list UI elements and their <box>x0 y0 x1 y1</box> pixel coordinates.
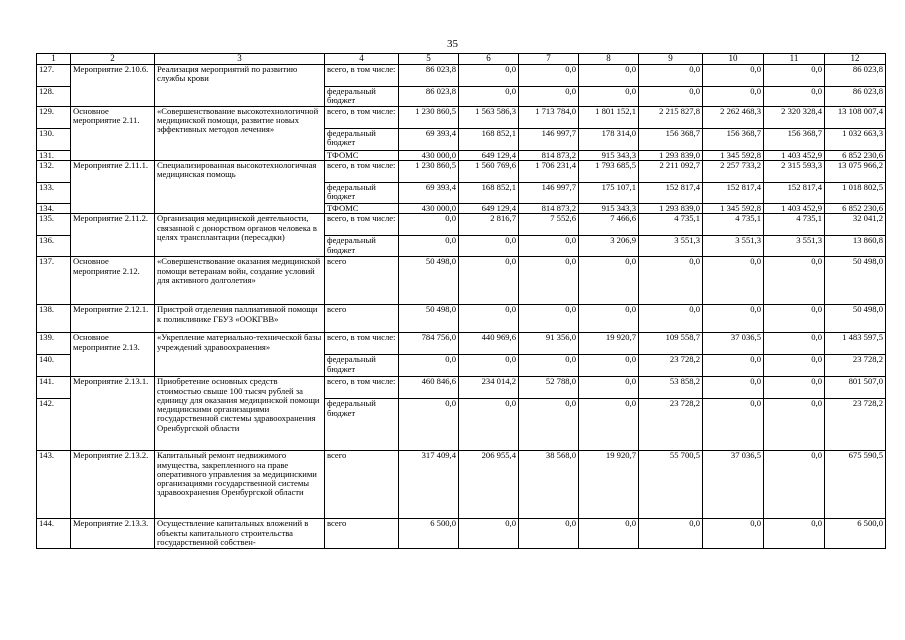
amount-cell: 156 368,7 <box>639 128 703 150</box>
row-number: 133. <box>37 183 71 204</box>
amount-cell: 0,0 <box>459 355 519 377</box>
event-label: Основное мероприятие 2.13. <box>71 333 155 377</box>
row-number: 129. <box>37 106 71 128</box>
row-number: 143. <box>37 451 71 519</box>
amount-cell: 13 108 007,4 <box>825 106 886 128</box>
amount-cell: 19 920,7 <box>579 451 639 519</box>
amount-cell: 0,0 <box>764 519 825 549</box>
amount-cell: 0,0 <box>764 257 825 305</box>
amount-cell: 50 498,0 <box>399 257 459 305</box>
amount-cell: 6 852 230,6 <box>825 204 886 214</box>
amount-cell: 0,0 <box>579 257 639 305</box>
event-name: Капитальный ремонт недвижимого имущества, закрепленного на праве оперативного управления за медицинскими организациями государственной системы здравоохранения Оренбургской области <box>155 451 325 519</box>
amount-cell: 2 315 593,3 <box>764 161 825 183</box>
amount-cell: 86 023,8 <box>825 64 886 86</box>
amount-cell: 168 852,1 <box>459 128 519 150</box>
amount-cell: 19 920,7 <box>579 333 639 355</box>
amount-cell: 1 345 592,8 <box>703 204 764 214</box>
amount-cell: 0,0 <box>639 305 703 333</box>
amount-cell: 0,0 <box>399 355 459 377</box>
amount-cell: 2 816,7 <box>459 214 519 236</box>
amount-cell: 146 997,7 <box>519 128 579 150</box>
table-row <box>37 451 886 519</box>
row-number: 132. <box>37 161 71 183</box>
amount-cell: 0,0 <box>459 236 519 257</box>
amount-cell: 6 500,0 <box>825 519 886 549</box>
amount-cell: 2 262 468,3 <box>703 106 764 128</box>
amount-cell: 7 466,6 <box>579 214 639 236</box>
funding-source: всего, в том числе: <box>325 161 399 183</box>
funding-source: федеральный бюджет <box>325 128 399 150</box>
header-cell: 7 <box>519 54 579 65</box>
amount-cell: 1 793 685,5 <box>579 161 639 183</box>
amount-cell: 0,0 <box>764 333 825 355</box>
amount-cell: 146 997,7 <box>519 183 579 204</box>
amount-cell: 86 023,8 <box>399 64 459 86</box>
amount-cell: 152 817,4 <box>639 183 703 204</box>
amount-cell: 0,0 <box>703 377 764 399</box>
amount-cell: 38 568,0 <box>519 451 579 519</box>
amount-cell: 0,0 <box>703 257 764 305</box>
funding-source: всего <box>325 257 399 305</box>
amount-cell: 0,0 <box>459 399 519 451</box>
funding-source: всего, в том числе: <box>325 377 399 399</box>
event-name: Осуществление капитальных вложений в объекты капитального строительства государственной собствен- <box>155 519 325 549</box>
amount-cell: 814 873,2 <box>519 150 579 160</box>
amount-cell: 814 873,2 <box>519 204 579 214</box>
funding-source: всего <box>325 451 399 519</box>
amount-cell: 206 955,4 <box>459 451 519 519</box>
amount-cell: 175 107,1 <box>579 183 639 204</box>
event-label: Мероприятие 2.11.1. <box>71 161 155 214</box>
table-row <box>37 305 886 333</box>
amount-cell: 0,0 <box>519 64 579 86</box>
amount-cell: 675 590,5 <box>825 451 886 519</box>
amount-cell: 317 409,4 <box>399 451 459 519</box>
amount-cell: 915 343,3 <box>579 150 639 160</box>
amount-cell: 0,0 <box>519 519 579 549</box>
amount-cell: 156 368,7 <box>703 128 764 150</box>
funding-source: федеральный бюджет <box>325 236 399 257</box>
amount-cell: 50 498,0 <box>399 305 459 333</box>
row-number: 142. <box>37 399 71 451</box>
amount-cell: 4 735,1 <box>703 214 764 236</box>
amount-cell: 0,0 <box>579 519 639 549</box>
amount-cell: 168 852,1 <box>459 183 519 204</box>
amount-cell: 7 552,6 <box>519 214 579 236</box>
header-cell: 10 <box>703 54 764 65</box>
amount-cell: 37 036,5 <box>703 333 764 355</box>
amount-cell: 0,0 <box>703 519 764 549</box>
amount-cell: 37 036,5 <box>703 451 764 519</box>
amount-cell: 0,0 <box>764 451 825 519</box>
header-row <box>37 54 886 65</box>
event-name: Приобретение основных средств стоимостью свыше 100 тысяч рублей за единицу для оказания медицинской помощи медицинскими организациями государственной системы здравоохранения Оренбургской области <box>155 377 325 451</box>
amount-cell: 2 211 092,7 <box>639 161 703 183</box>
amount-cell: 0,0 <box>399 236 459 257</box>
amount-cell: 4 735,1 <box>639 214 703 236</box>
header-cell: 2 <box>71 54 155 65</box>
amount-cell: 152 817,4 <box>764 183 825 204</box>
amount-cell: 0,0 <box>764 64 825 86</box>
event-label: Мероприятие 2.13.3. <box>71 519 155 549</box>
header-cell: 1 <box>37 54 71 65</box>
amount-cell: 1 403 452,9 <box>764 204 825 214</box>
amount-cell: 0,0 <box>703 64 764 86</box>
amount-cell: 1 230 860,5 <box>399 106 459 128</box>
amount-cell: 440 969,6 <box>459 333 519 355</box>
funding-source: всего <box>325 305 399 333</box>
amount-cell: 801 507,0 <box>825 377 886 399</box>
amount-cell: 1 706 231,4 <box>519 161 579 183</box>
amount-cell: 0,0 <box>519 355 579 377</box>
amount-cell: 32 041,2 <box>825 214 886 236</box>
amount-cell: 1 563 586,3 <box>459 106 519 128</box>
amount-cell: 6 852 230,6 <box>825 150 886 160</box>
amount-cell: 23 728,2 <box>639 399 703 451</box>
row-number: 138. <box>37 305 71 333</box>
header-cell: 8 <box>579 54 639 65</box>
event-name: «Укрепление материально-технической базы учреждений здравоохранения» <box>155 333 325 377</box>
funding-source: федеральный бюджет <box>325 355 399 377</box>
amount-cell: 50 498,0 <box>825 257 886 305</box>
amount-cell: 86 023,8 <box>399 86 459 106</box>
event-label: Мероприятие 2.11.2. <box>71 214 155 257</box>
amount-cell: 1 345 592,8 <box>703 150 764 160</box>
amount-cell: 0,0 <box>639 86 703 106</box>
amount-cell: 0,0 <box>703 305 764 333</box>
event-label: Мероприятие 2.10.6. <box>71 64 155 106</box>
row-number: 130. <box>37 128 71 150</box>
amount-cell: 91 356,0 <box>519 333 579 355</box>
event-label: Мероприятие 2.13.2. <box>71 451 155 519</box>
header-cell: 12 <box>825 54 886 65</box>
amount-cell: 0,0 <box>764 355 825 377</box>
row-number: 137. <box>37 257 71 305</box>
amount-cell: 23 728,2 <box>825 355 886 377</box>
amount-cell: 649 129,4 <box>459 204 519 214</box>
amount-cell: 50 498,0 <box>825 305 886 333</box>
amount-cell: 0,0 <box>519 399 579 451</box>
amount-cell: 2 257 733,2 <box>703 161 764 183</box>
amount-cell: 0,0 <box>399 214 459 236</box>
table-row <box>37 214 886 236</box>
amount-cell: 0,0 <box>639 257 703 305</box>
amount-cell: 0,0 <box>459 64 519 86</box>
amount-cell: 3 551,3 <box>703 236 764 257</box>
event-label: Основное мероприятие 2.11. <box>71 106 155 160</box>
amount-cell: 1 230 860,5 <box>399 161 459 183</box>
amount-cell: 0,0 <box>703 86 764 106</box>
event-name: Специализированная высокотехнологичная медицинская помощь <box>155 161 325 214</box>
funding-source: всего, в том числе: <box>325 333 399 355</box>
row-number: 131. <box>37 150 71 160</box>
amount-cell: 86 023,8 <box>825 86 886 106</box>
amount-cell: 0,0 <box>579 377 639 399</box>
table-row <box>37 519 886 549</box>
amount-cell: 0,0 <box>519 86 579 106</box>
amount-cell: 234 014,2 <box>459 377 519 399</box>
amount-cell: 0,0 <box>639 519 703 549</box>
table-row <box>37 64 886 86</box>
amount-cell: 53 858,2 <box>639 377 703 399</box>
row-number: 128. <box>37 86 71 106</box>
amount-cell: 0,0 <box>579 86 639 106</box>
amount-cell: 23 728,2 <box>825 399 886 451</box>
amount-cell: 0,0 <box>703 399 764 451</box>
table-row <box>37 333 886 355</box>
amount-cell: 1 483 597,5 <box>825 333 886 355</box>
amount-cell: 430 000,0 <box>399 150 459 160</box>
amount-cell: 23 728,2 <box>639 355 703 377</box>
funding-source: всего, в том числе: <box>325 106 399 128</box>
amount-cell: 3 206,9 <box>579 236 639 257</box>
amount-cell: 0,0 <box>459 305 519 333</box>
amount-cell: 55 700,5 <box>639 451 703 519</box>
header-cell: 3 <box>155 54 325 65</box>
event-label: Мероприятие 2.13.1. <box>71 377 155 451</box>
funding-source: всего, в том числе: <box>325 64 399 86</box>
page-number: 35 <box>447 38 458 50</box>
funding-source: ТФОМС <box>325 204 399 214</box>
amount-cell: 0,0 <box>519 305 579 333</box>
header-cell: 9 <box>639 54 703 65</box>
amount-cell: 156 368,7 <box>764 128 825 150</box>
event-label: Мероприятие 2.12.1. <box>71 305 155 333</box>
table-row <box>37 161 886 183</box>
row-number: 135. <box>37 214 71 236</box>
header-cell: 6 <box>459 54 519 65</box>
amount-cell: 0,0 <box>764 305 825 333</box>
amount-cell: 178 314,0 <box>579 128 639 150</box>
header-cell: 5 <box>399 54 459 65</box>
amount-cell: 13 860,8 <box>825 236 886 257</box>
amount-cell: 0,0 <box>459 519 519 549</box>
amount-cell: 0,0 <box>639 64 703 86</box>
amount-cell: 0,0 <box>764 377 825 399</box>
event-label: Основное мероприятие 2.12. <box>71 257 155 305</box>
amount-cell: 649 129,4 <box>459 150 519 160</box>
amount-cell: 13 075 966,2 <box>825 161 886 183</box>
event-name: Организация медицинской деятельности, связанной с донорством органов человека в целях трансплантации (пересадки) <box>155 214 325 257</box>
table-row <box>37 377 886 399</box>
header-cell: 4 <box>325 54 399 65</box>
amount-cell: 1 032 663,3 <box>825 128 886 150</box>
amount-cell: 0,0 <box>764 399 825 451</box>
amount-cell: 1 293 839,0 <box>639 204 703 214</box>
funding-source: ТФОМС <box>325 150 399 160</box>
amount-cell: 784 756,0 <box>399 333 459 355</box>
funding-source: всего <box>325 519 399 549</box>
row-number: 144. <box>37 519 71 549</box>
table-row <box>37 106 886 128</box>
header-cell: 11 <box>764 54 825 65</box>
amount-cell: 430 000,0 <box>399 204 459 214</box>
amount-cell: 0,0 <box>579 399 639 451</box>
amount-cell: 1 801 152,1 <box>579 106 639 128</box>
amount-cell: 0,0 <box>579 64 639 86</box>
budget-table <box>36 53 886 549</box>
event-name: Пристрой отделения паллиативной помощи к поликлинике ГБУЗ «ООКГВВ» <box>155 305 325 333</box>
amount-cell: 1 560 769,6 <box>459 161 519 183</box>
amount-cell: 1 293 839,0 <box>639 150 703 160</box>
amount-cell: 0,0 <box>764 86 825 106</box>
event-name: «Совершенствование высокотехнологичной медицинской помощи, развитие новых эффективных методов лечения» <box>155 106 325 160</box>
funding-source: федеральный бюджет <box>325 86 399 106</box>
row-number: 127. <box>37 64 71 86</box>
row-number: 141. <box>37 377 71 399</box>
amount-cell: 1 713 784,0 <box>519 106 579 128</box>
amount-cell: 0,0 <box>459 257 519 305</box>
amount-cell: 2 320 328,4 <box>764 106 825 128</box>
table-row <box>37 257 886 305</box>
amount-cell: 3 551,3 <box>764 236 825 257</box>
event-name: «Совершенствование оказания медицинской помощи ветеранам войн, создание условий для активного долголетия» <box>155 257 325 305</box>
amount-cell: 915 343,3 <box>579 204 639 214</box>
amount-cell: 0,0 <box>579 305 639 333</box>
amount-cell: 0,0 <box>579 355 639 377</box>
amount-cell: 6 500,0 <box>399 519 459 549</box>
amount-cell: 0,0 <box>519 236 579 257</box>
amount-cell: 0,0 <box>399 399 459 451</box>
amount-cell: 2 215 827,8 <box>639 106 703 128</box>
row-number: 139. <box>37 333 71 355</box>
amount-cell: 109 558,7 <box>639 333 703 355</box>
amount-cell: 0,0 <box>703 355 764 377</box>
row-number: 136. <box>37 236 71 257</box>
funding-source: федеральный бюджет <box>325 399 399 451</box>
amount-cell: 52 788,0 <box>519 377 579 399</box>
row-number: 134. <box>37 204 71 214</box>
amount-cell: 69 393,4 <box>399 128 459 150</box>
amount-cell: 0,0 <box>519 257 579 305</box>
amount-cell: 1 403 452,9 <box>764 150 825 160</box>
amount-cell: 152 817,4 <box>703 183 764 204</box>
row-number: 140. <box>37 355 71 377</box>
amount-cell: 0,0 <box>459 86 519 106</box>
funding-source: всего, в том числе: <box>325 214 399 236</box>
amount-cell: 4 735,1 <box>764 214 825 236</box>
amount-cell: 3 551,3 <box>639 236 703 257</box>
amount-cell: 460 846,6 <box>399 377 459 399</box>
amount-cell: 69 393,4 <box>399 183 459 204</box>
amount-cell: 1 018 802,5 <box>825 183 886 204</box>
event-name: Реализация мероприятий по развитию службы крови <box>155 64 325 106</box>
funding-source: федеральный бюджет <box>325 183 399 204</box>
